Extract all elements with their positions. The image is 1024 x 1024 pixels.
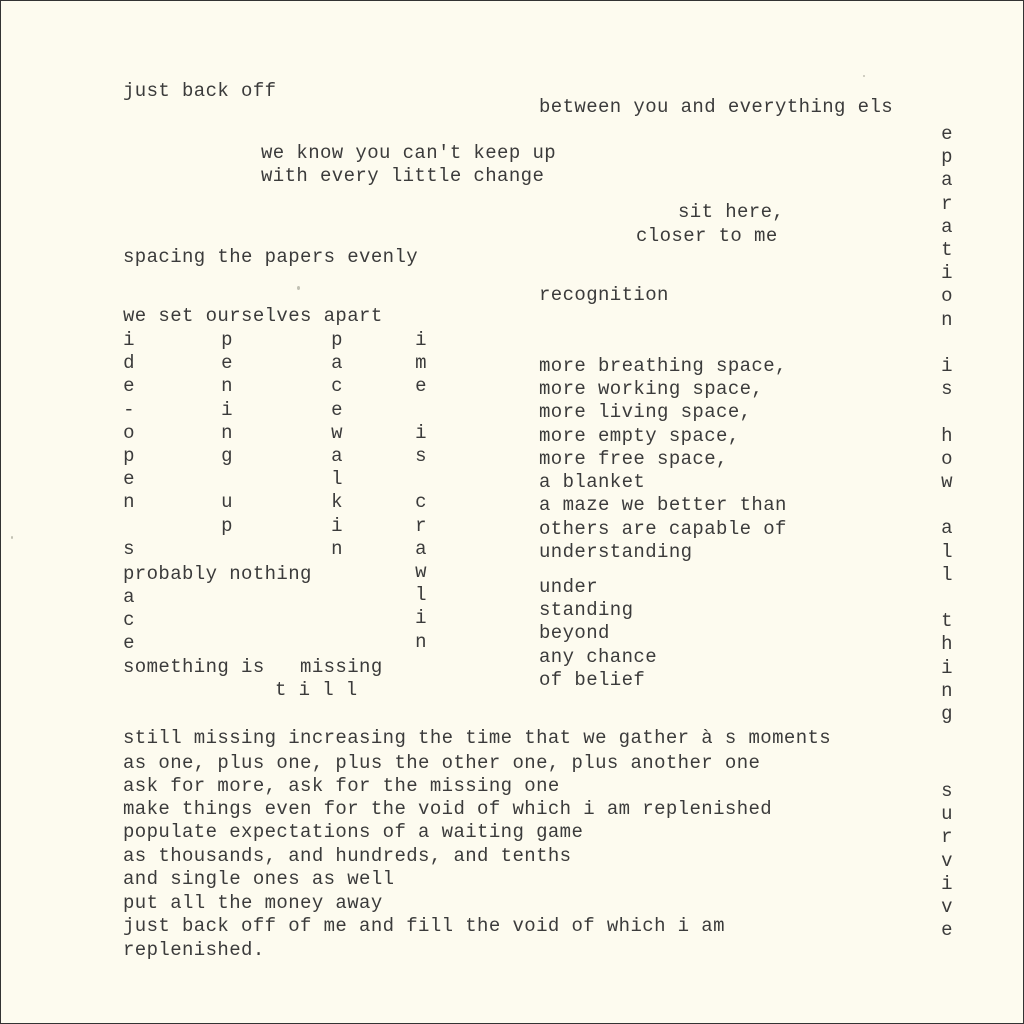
bottom-line: ask for more, ask for the missing one: [123, 775, 560, 797]
space-line: more working space,: [539, 378, 764, 400]
under-line: under: [539, 576, 599, 598]
line-something-missing: something is missing: [123, 656, 383, 678]
bottom-line: as one, plus one, plus the other one, plus another one: [123, 752, 761, 774]
space-line: understanding: [539, 541, 693, 563]
under-line: any chance: [539, 646, 658, 668]
vertical-separation-is-how-all-things: e p a r a t i o n i s h o w a l l t h i n g: [941, 123, 953, 726]
under-line: beyond: [539, 622, 610, 644]
bottom-line: put all the money away: [123, 892, 383, 914]
bottom-line: still missing increasing the time that we gather à s moments: [123, 727, 832, 749]
vertical-word-opening: p e n i n g u p: [221, 329, 233, 537]
line-between-you: between you and everything els: [539, 96, 894, 118]
bottom-line: just back off of me and fill the void of which i am: [123, 915, 725, 937]
space-line: more living space,: [539, 401, 752, 423]
bottom-line: make things even for the void of which i am replenished: [123, 798, 773, 820]
vertical-survive: s u r v i v e: [941, 780, 953, 942]
under-line: standing: [539, 599, 634, 621]
space-line: a maze we better than: [539, 494, 787, 516]
line-keep-up-2: with every little change: [261, 165, 545, 187]
paper-speck: [297, 286, 300, 290]
vertical-word-crawling: i m e i s c r a w l i n: [415, 329, 427, 653]
space-line: more free space,: [539, 448, 728, 470]
line-probably-nothing: probably nothing: [123, 563, 312, 585]
paper-speck: [863, 75, 865, 77]
line-set-apart: we set ourselves apart: [123, 305, 383, 327]
vertical-word-idea: i d e - o p e n s: [123, 329, 135, 560]
space-line: a blanket: [539, 471, 646, 493]
line-closer-to-me: closer to me: [636, 225, 778, 247]
line-spacing-papers: spacing the papers evenly: [123, 246, 419, 268]
line-keep-up-1: we know you can't keep up: [261, 142, 557, 164]
bottom-line: as thousands, and hundreds, and tenths: [123, 845, 572, 867]
line-sit-here: sit here,: [678, 201, 785, 223]
bottom-line: and single ones as well: [123, 868, 395, 890]
space-line: more breathing space,: [539, 355, 787, 377]
line-till: t i l l: [275, 679, 358, 701]
vertical-word-ace: a c e: [123, 586, 135, 655]
space-line: others are capable of: [539, 518, 787, 540]
vertical-word-pacewalking: p a c e w a l k i n: [331, 329, 343, 560]
paper-speck: [11, 536, 13, 539]
under-line: of belief: [539, 669, 646, 691]
bottom-line: replenished.: [123, 939, 265, 961]
bottom-line: populate expectations of a waiting game: [123, 821, 584, 843]
line-recognition: recognition: [539, 284, 669, 306]
space-line: more empty space,: [539, 425, 740, 447]
line-just-back-off: just back off: [123, 80, 277, 102]
